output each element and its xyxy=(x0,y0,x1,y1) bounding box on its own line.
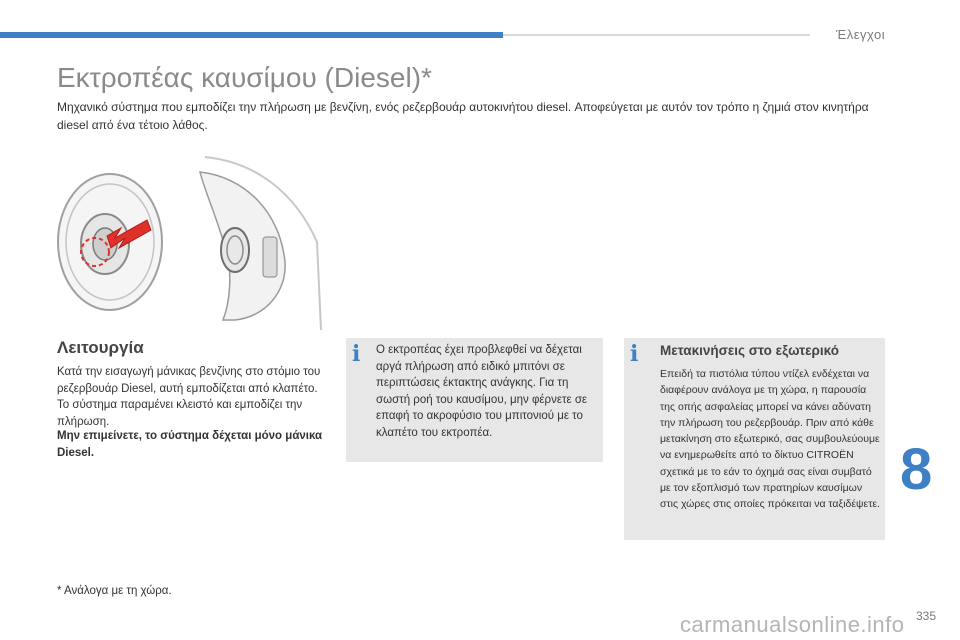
watermark: carmanualsonline.info xyxy=(680,612,905,637)
header-accent-bar xyxy=(0,32,503,38)
chapter-number: 8 xyxy=(900,437,933,502)
operation-body: Κατά την εισαγωγή μάνικας βενζίνης στο στόμιο του ρεζερβουάρ Diesel, αυτή εμποδίζεται από κλαπέτο. Το σύστημα παραμένει κλειστό και εμποδίζει την πλήρωση. xyxy=(57,366,321,428)
info-box-emergency xyxy=(346,338,603,462)
intro-paragraph: Μηχανικό σύστημα που εμποδίζει την πλήρωση με βενζίνη, ενός ρεζερβουάρ αυτοκινήτου diesel. Αποφεύγεται με αυτόν τον τρόπο η ζημιά στον κινητήρα diesel από ένα τέτοιο λάθος. xyxy=(57,100,869,132)
section-label: Έλεγχοι xyxy=(836,27,886,42)
fuel-filler-illustration xyxy=(55,152,325,332)
info-icon: i xyxy=(630,341,639,367)
page-number: 335 xyxy=(916,609,937,623)
info-box-emergency-text: Ο εκτροπέας έχει προβλεφθεί να δέχεται αργά πλήρωση από ειδικό μπιτόνι σε περιπτώσεις έκτακτης ανάγκης. Για τη σωστή ροή του καυσίμου, μην φέρνετε σε επαφή το ακροφύσιο του μπιτονιού με το κλαπέτο του εκτροπέα. xyxy=(376,344,588,439)
info-box-abroad xyxy=(624,338,885,540)
info-box-abroad-heading: Μετακινήσεις στο εξωτερικό xyxy=(660,343,839,358)
header-divider xyxy=(503,34,810,36)
footnote: * Ανάλογα με τη χώρα. xyxy=(57,585,172,597)
operation-title: Λειτουργία xyxy=(57,338,144,357)
info-box-abroad-text: Επειδή τα πιστόλια τύπου ντίζελ ενδέχεται να διαφέρουν ανάλογα με τη χώρα, η παρουσία της οπής ασφαλείας μπορεί να κάνει αδύνατη την πλήρωση του ρεζερβουάρ. Πριν από κάθε μετακίνηση στο εξωτερικό, σας συμβουλεύουμε να ενημερωθείτε από το δίκτυο CITROËN σχετικά με το εάν το όχημά σας είναι συμβατό με τον εξοπλισμό των πρατηρίων καυσίμων στις χώρες στις οποίες πρόκειται να ταξιδέψετε. xyxy=(660,368,880,511)
page-title: Εκτροπέας καυσίμου (Diesel)* xyxy=(57,62,432,93)
operation-warning: Μην επιμείνετε, το σύστημα δέχεται μόνο μάνικα Diesel. xyxy=(57,430,323,459)
info-icon: i xyxy=(352,341,361,367)
